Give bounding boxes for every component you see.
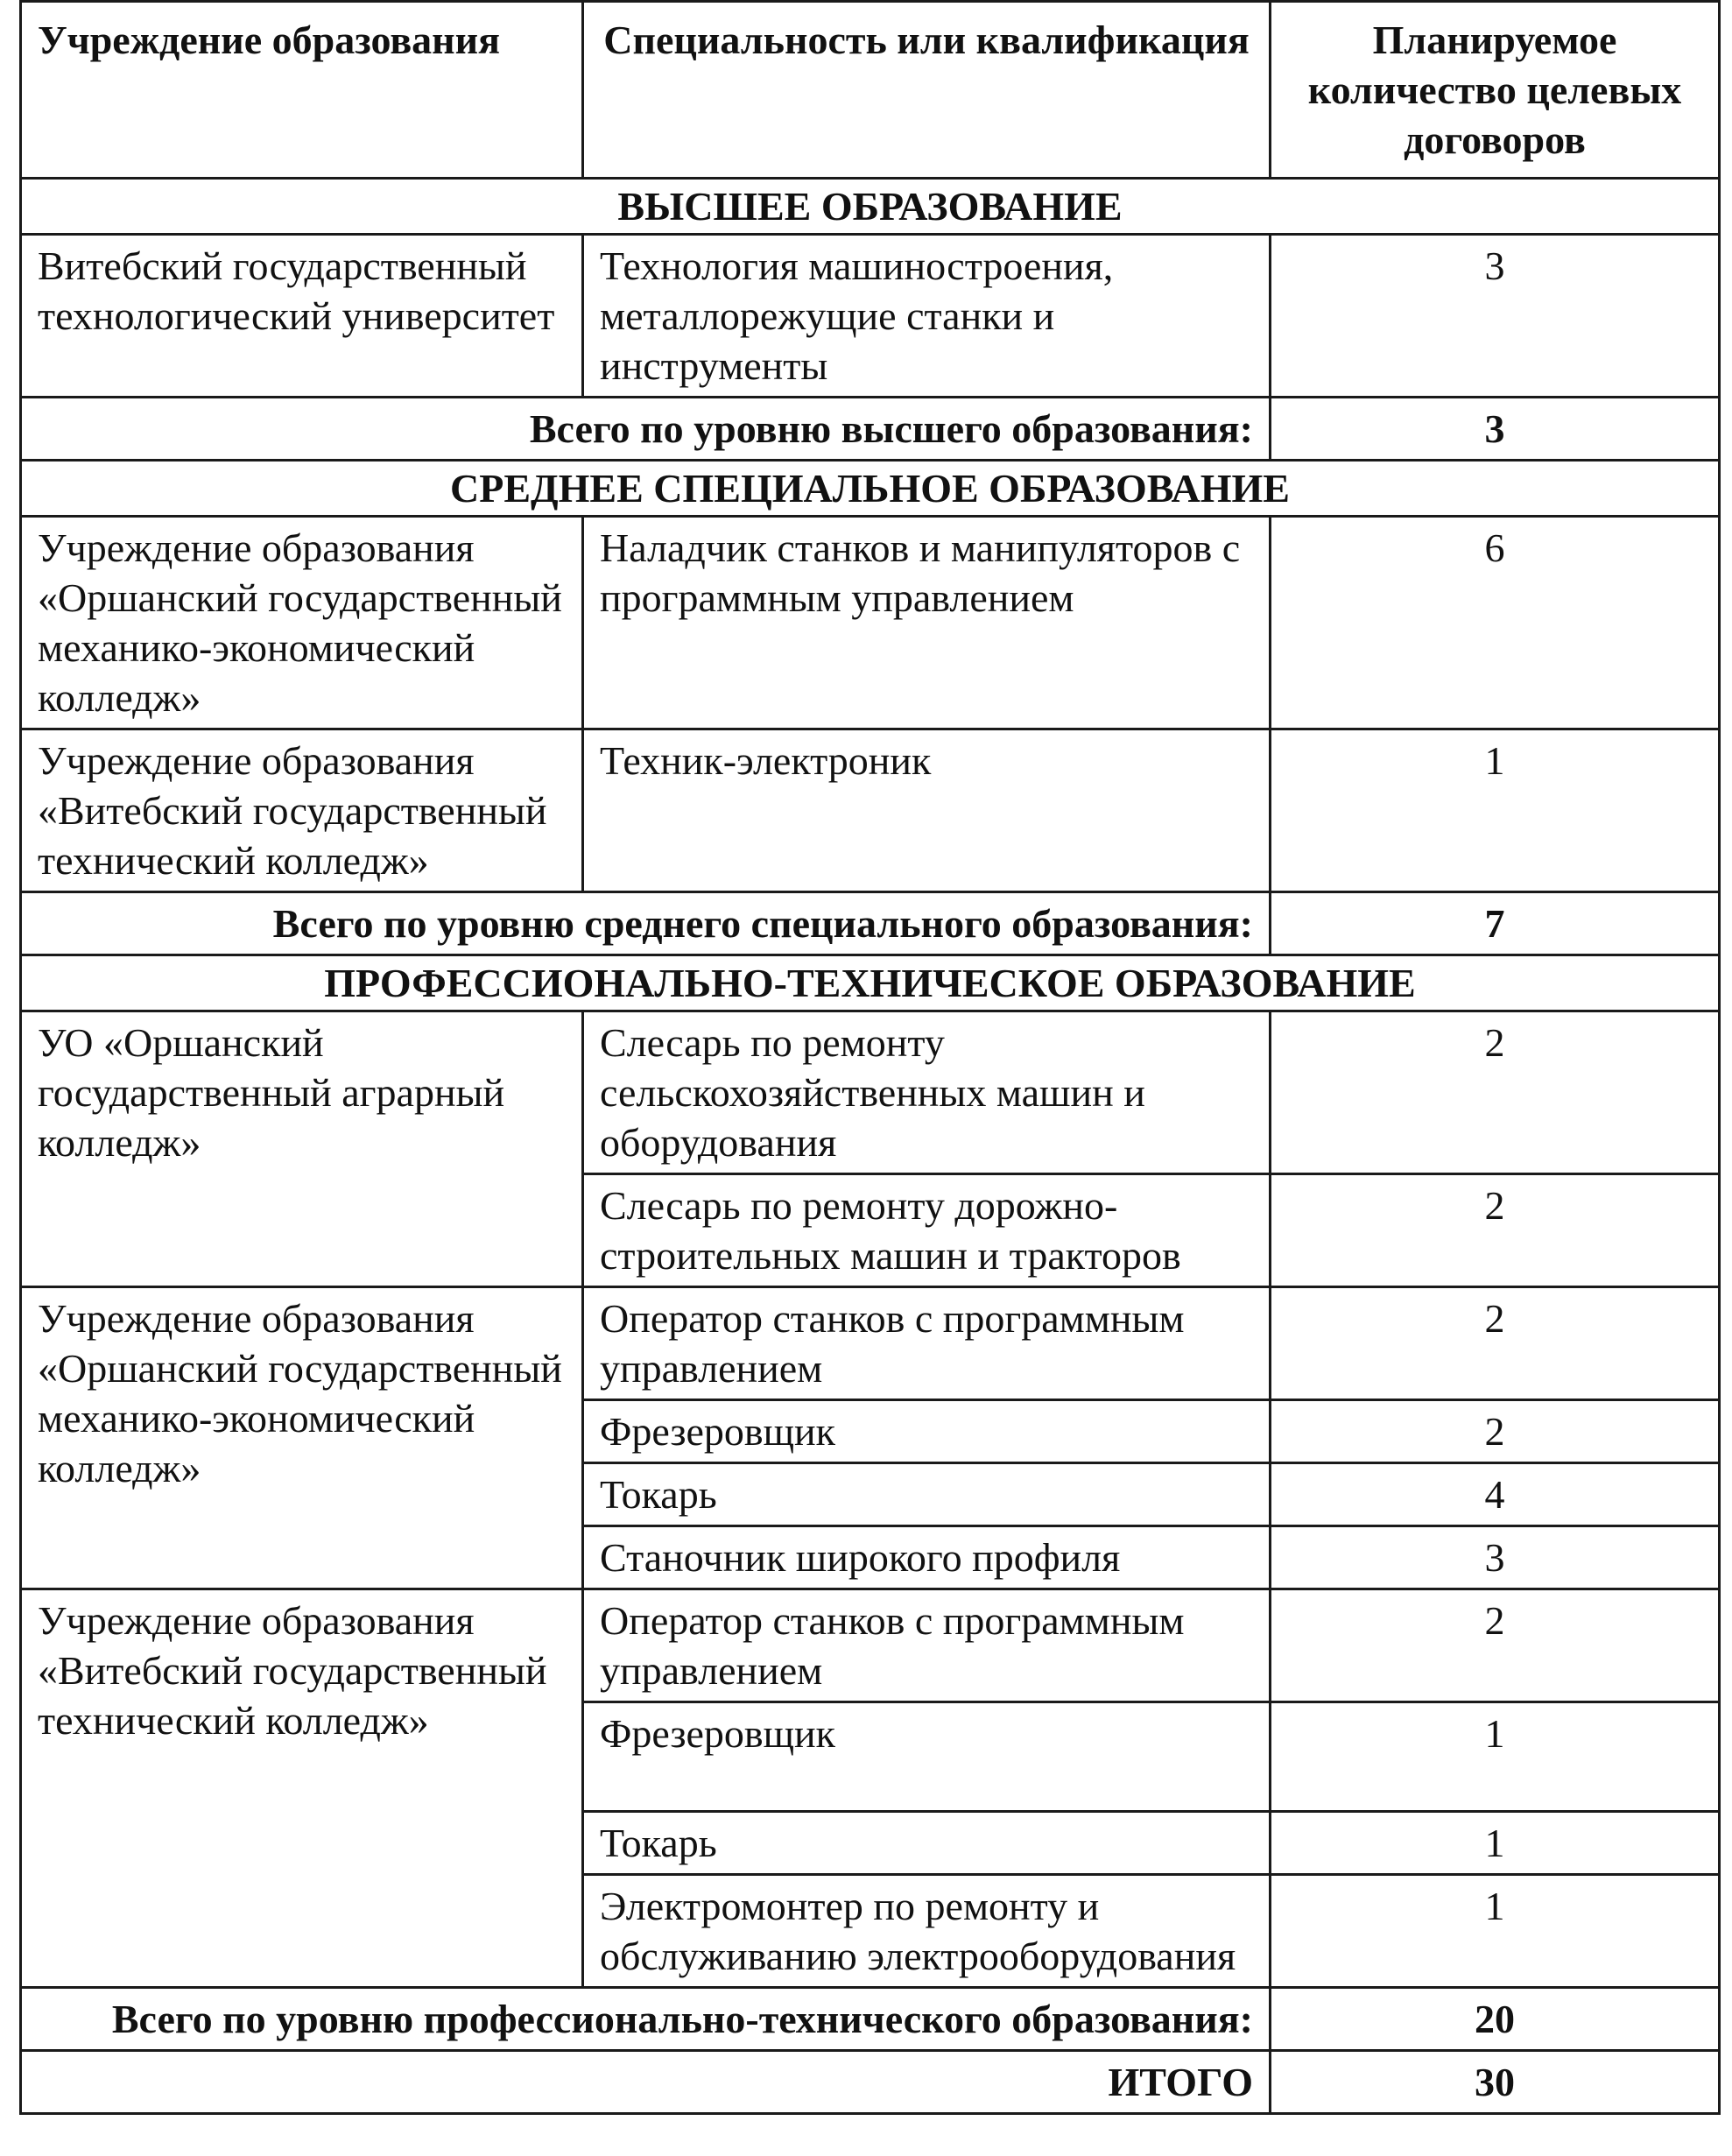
header-planned-count: Планируемое количество целевых договоров (1271, 2, 1720, 179)
targeted-contracts-table (19, 0, 1721, 2115)
total-row-vocational (21, 1988, 1720, 2051)
grand-total-value: 30 (1271, 2051, 1720, 2114)
count-cell: 2 (1271, 1589, 1720, 1702)
institution-cell: УО «Оршанский государственный аграрный колледж» (21, 1011, 583, 1287)
specialty-cell: Фрезеровщик (583, 1702, 1271, 1812)
count-cell: 2 (1271, 1400, 1720, 1463)
institution-cell: Витебский государственный технологический университет (21, 235, 583, 398)
specialty-cell: Наладчик станков и манипуляторов с программным управлением (583, 517, 1271, 729)
institution-cell: Учреждение образования «Оршанский государственный механико-экономический колледж» (21, 1287, 583, 1589)
specialty-cell: Технология машиностроения, металлорежущие станки и инструменты (583, 235, 1271, 398)
total-value-higher: 3 (1271, 398, 1720, 461)
grand-total-row (21, 2051, 1720, 2114)
section-row-vocational (21, 955, 1720, 1011)
section-row-secondary (21, 461, 1720, 517)
count-cell: 2 (1271, 1287, 1720, 1400)
section-title-secondary: СРЕДНЕЕ СПЕЦИАЛЬНОЕ ОБРАЗОВАНИЕ (21, 461, 1720, 517)
specialty-cell: Фрезеровщик (583, 1400, 1271, 1463)
header-specialty: Специальность или квалификация (583, 2, 1271, 179)
count-cell: 4 (1271, 1463, 1720, 1526)
specialty-cell: Оператор станков с программным управлением (583, 1589, 1271, 1702)
count-cell: 3 (1271, 1526, 1720, 1589)
count-cell: 1 (1271, 1875, 1720, 1988)
total-row-higher (21, 398, 1720, 461)
institution-cell: Учреждение образования «Оршанский государственный механико-экономический колледж» (21, 517, 583, 729)
total-value-secondary: 7 (1271, 892, 1720, 955)
count-cell: 1 (1271, 729, 1720, 892)
institution-cell: Учреждение образования «Витебский государственный технический колледж» (21, 1589, 583, 1988)
count-cell: 3 (1271, 235, 1720, 398)
specialty-cell: Слесарь по ремонту сельскохозяйственных машин и оборудования (583, 1011, 1271, 1174)
table-header-row (21, 2, 1720, 179)
count-cell: 6 (1271, 517, 1720, 729)
grand-total-label: ИТОГО (21, 2051, 1271, 2114)
specialty-cell: Электромонтер по ремонту и обслуживанию электрооборудования (583, 1875, 1271, 1988)
total-row-secondary (21, 892, 1720, 955)
specialty-cell: Оператор станков с программным управлением (583, 1287, 1271, 1400)
header-institution: Учреждение образования (21, 2, 583, 179)
count-cell: 2 (1271, 1011, 1720, 1174)
count-cell: 1 (1271, 1812, 1720, 1875)
count-cell: 2 (1271, 1174, 1720, 1287)
section-title-vocational: ПРОФЕССИОНАЛЬНО-ТЕХНИЧЕСКОЕ ОБРАЗОВАНИЕ (21, 955, 1720, 1011)
specialty-cell: Токарь (583, 1812, 1271, 1875)
table-row (21, 729, 1720, 892)
total-label-vocational: Всего по уровню профессионально-технического образования: (21, 1988, 1271, 2051)
table-row (21, 1011, 1720, 1174)
table-row (21, 1589, 1720, 1702)
table-row (21, 517, 1720, 729)
document-page (19, 0, 1718, 2115)
specialty-cell: Слесарь по ремонту дорожно-строительных машин и тракторов (583, 1174, 1271, 1287)
specialty-cell: Техник-электроник (583, 729, 1271, 892)
section-title-higher: ВЫСШЕЕ ОБРАЗОВАНИЕ (21, 179, 1720, 235)
total-label-secondary: Всего по уровню среднего специального образования: (21, 892, 1271, 955)
institution-cell: Учреждение образования «Витебский государственный технический колледж» (21, 729, 583, 892)
total-label-higher: Всего по уровню высшего образования: (21, 398, 1271, 461)
count-cell: 1 (1271, 1702, 1720, 1812)
specialty-cell: Станочник широкого профиля (583, 1526, 1271, 1589)
section-row-higher (21, 179, 1720, 235)
total-value-vocational: 20 (1271, 1988, 1720, 2051)
table-row (21, 1287, 1720, 1400)
table-row (21, 235, 1720, 398)
specialty-cell: Токарь (583, 1463, 1271, 1526)
